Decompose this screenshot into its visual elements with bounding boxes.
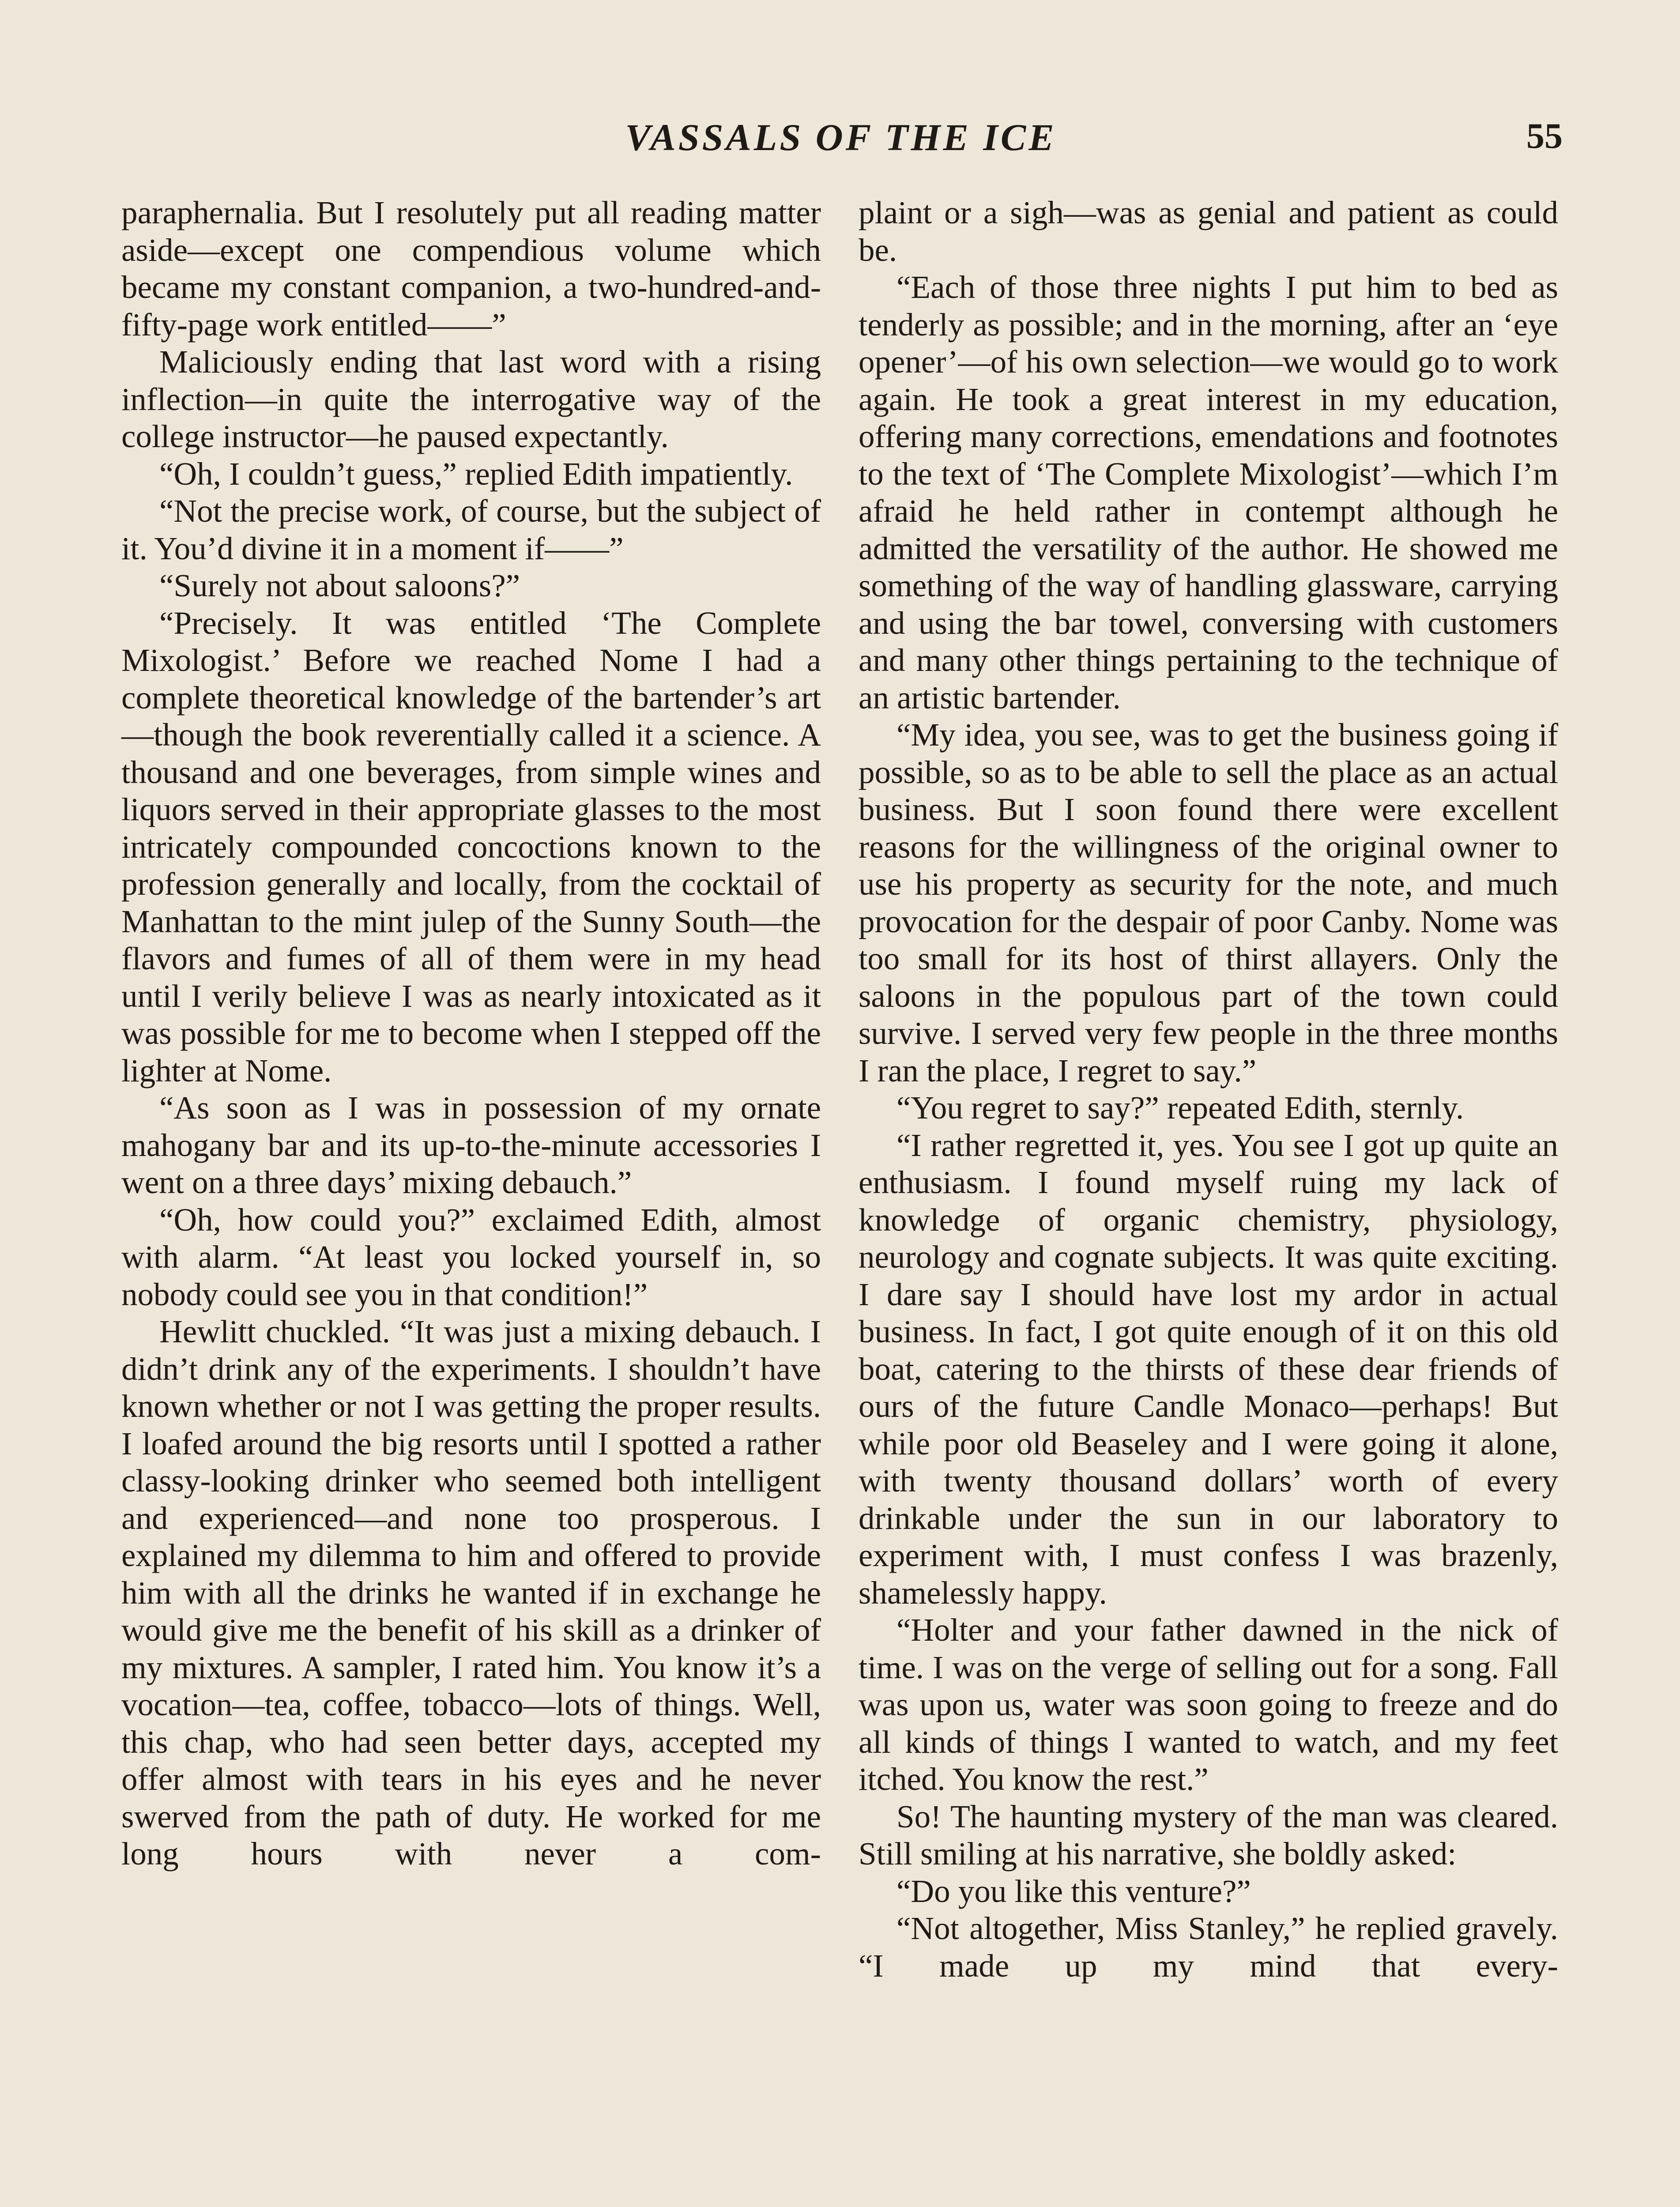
paragraph: So! The haunting mystery of the man was cleared. Still smiling at his narrative, she boldly asked:: [859, 1798, 1558, 1872]
left-column: [121, 194, 821, 1873]
right-column: [859, 194, 1558, 1985]
paragraph: “Not the precise work, of course, but the subject of it. You’d divine it in a moment if——”: [121, 493, 821, 566]
paragraph: “Precisely. It was entitled ‘The Complete Mixologist.’ Before we reached Nome I had a complete theoretical knowledge of the bartender’s art—though the book reverentially called it a science. A thousand and one beverages, from simple wines and liquors served in their appropriate glasses to the most intricately compounded concoctions known to the profession generally and locally, from the cocktail of Manhattan to the mint julep of the Sunny South—the flavors and fumes of all of them were in my head until I verily believe I was as nearly intoxicated as it was possible for me to become when I stepped off the lighter at Nome.: [121, 605, 821, 1088]
page-number: 55: [1526, 116, 1563, 156]
paragraph: “Not altogether, Miss Stanley,” he replied gravely. “I made up my mind that every-: [859, 1910, 1558, 1984]
paragraph: “Surely not about saloons?”: [159, 568, 520, 603]
paragraph: “Holter and your father dawned in the nick of time. I was on the verge of selling out for a song. Fall was upon us, water was soon going to freeze and do all kinds of things I wanted to watch, and my feet itched. You know the rest.”: [859, 1612, 1558, 1797]
paragraph: plaint or a sigh—was as genial and patient as could be.: [859, 195, 1558, 268]
paragraph: “As soon as I was in possession of my ornate mahogany bar and its up-to-the-minute accessories I went on a three days’ mixing debauch.”: [121, 1090, 821, 1200]
paragraph: “Do you like this venture?”: [897, 1873, 1251, 1909]
paragraph: Hewlitt chuckled. “It was just a mixing debauch. I didn’t drink any of the experiments. I shouldn’t have known whether or not I was getting the proper results. I loafed around the big resorts until I spotted a rather classy-looking drinker who seemed both intelligent and experienced—and none too prosperous. I explained my dilemma to him and offered to provide him with all the drinks he wanted if in exchange he would give me the benefit of his skill as a drinker of my mixtures. A sampler, I rated him. You know it’s a vocation—tea, coffee, tobacco—lots of things. Well, this chap, who had seen better days, accepted my offer almost with tears in his eyes and he never swerved from the path of duty. He worked for me long hours with never a com-: [121, 1314, 821, 1872]
paragraph: “I rather regretted it, yes. You see I got up quite an enthusiasm. I found myself ruing my lack of knowledge of organic chemistry, physiology, neurology and cognate subjects. It was quite exciting. I dare say I should have lost my ardor in actual business. In fact, I got quite enough of it on this old boat, catering to the thirsts of these dear friends of ours of the future Candle Monaco—perhaps! But while poor old Beaseley and I were going it alone, with twenty thousand dollars’ worth of every drinkable under the sun in our laboratory to experiment with, I must confess I was brazenly, shamelessly happy.: [859, 1127, 1558, 1611]
running-head: [119, 113, 1563, 161]
paragraph: “Each of those three nights I put him to bed as tenderly as possible; and in the morning, after an ‘eye opener’—of his own selection—we would go to work again. He took a great interest in my education, offering many corrections, emendations and footnotes to the text of ‘The Complete Mixologist’—which I’m afraid he held rather in contempt although he admitted the versatility of the author. He showed me something of the way of handling glassware, carrying and using the bar towel, conversing with customers and many other things pertaining to the technique of an artistic bartender.: [859, 269, 1558, 716]
running-title: VASSALS OF THE ICE: [625, 116, 1057, 158]
paragraph: “Oh, how could you?” exclaimed Edith, almost with alarm. “At least you locked yourself in, so nobody could see you in that condition!”: [121, 1201, 821, 1312]
paragraph: “You regret to say?” repeated Edith, sternly.: [897, 1090, 1464, 1126]
paragraph: “Oh, I couldn’t guess,” replied Edith impatiently.: [159, 456, 793, 492]
paragraph: paraphernalia. But I resolutely put all reading matter aside—except one compendious volume which became my constant companion, a two-hundred-and-fifty-page work entitled——”: [121, 195, 821, 343]
paragraph: “My idea, you see, was to get the business going if possible, so as to be able to sell the place as an actual business. But I soon found there were excellent reasons for the willingness of the original owner to use his property as security for the note, and much provocation for the despair of poor Canby. Nome was too small for its host of thirst allayers. Only the saloons in the populous part of the town could survive. I served very few people in the three months I ran the place, I regret to say.”: [859, 717, 1558, 1088]
paragraph: Maliciously ending that last word with a rising inflection—in quite the interrogative way of the college instructor—he paused expectantly.: [121, 344, 821, 454]
